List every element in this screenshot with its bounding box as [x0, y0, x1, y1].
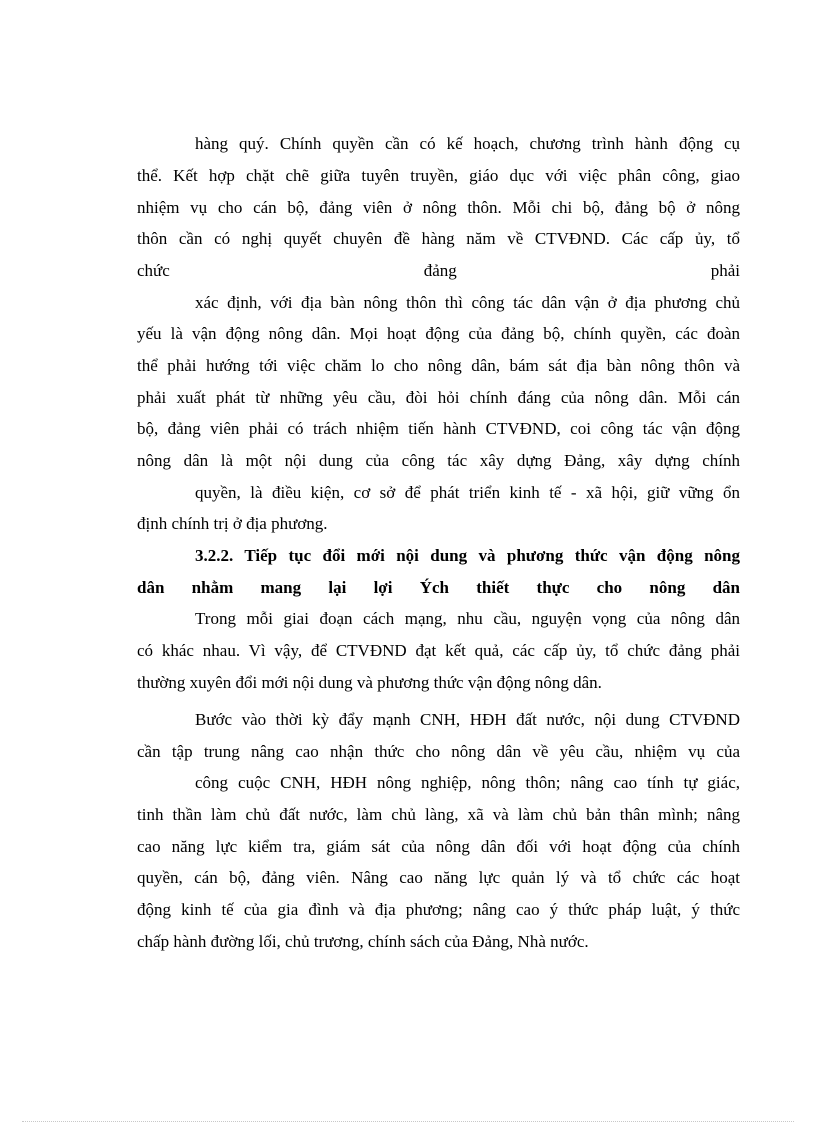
section-heading-line: dân nhằm mang lại lợi Ých thiết thực cho nông dân [137, 578, 740, 597]
text-line: cần tập trung nâng cao nhận thức cho nông dân về yêu cầu, nhiệm vụ của [137, 742, 740, 761]
text-line: yếu là vận động nông dân. Mọi hoạt động của đảng bộ, chính quyền, các đoàn [137, 324, 740, 343]
text-line: phải xuất phát từ những yêu cầu, đòi hỏi chính đáng của nông dân. Mỗi cán [137, 388, 740, 407]
section-heading-line: 3.2.2. Tiếp tục đổi mới nội dung và phương thức vận động nông [195, 546, 740, 565]
text-line: thôn cần có nghị quyết chuyên đề hàng năm về CTVĐND. Các cấp ủy, tổ [137, 229, 740, 248]
text-line: xác định, với địa bàn nông thôn thì công tác dân vận ở địa phương chủ [195, 293, 740, 312]
text-line: nông dân là một nội dung của công tác xây dựng Đảng, xây dựng chính [137, 451, 740, 470]
text-line: công cuộc CNH, HĐH nông nghiệp, nông thôn; nâng cao tính tự giác, [195, 773, 740, 792]
text-line: thường xuyên đổi mới nội dung và phương thức vận động nông dân. [137, 673, 602, 692]
text-line: quyền, cán bộ, đảng viên. Nâng cao năng lực quản lý và tổ chức các hoạt [137, 868, 740, 887]
text-line: thể. Kết hợp chặt chẽ giữa tuyên truyền, giáo dục với việc phân công, giao [137, 166, 740, 185]
text-line: quyền, là điều kiện, cơ sở để phát triển kinh tế - xã hội, giữ vững ổn [195, 483, 740, 502]
text-line: định chính trị ở địa phương. [137, 514, 328, 533]
text-line-spread [137, 261, 740, 281]
text-line: bộ, đảng viên phải có trách nhiệm tiến hành CTVĐND, coi công tác vận động [137, 419, 740, 438]
text-line: Bước vào thời kỳ đẩy mạnh CNH, HĐH đất nước, nội dung CTVĐND [195, 710, 740, 729]
page-bottom-divider [22, 1121, 794, 1122]
text-line: Trong mỗi giai đoạn cách mạng, nhu cầu, nguyện vọng của nông dân [195, 609, 740, 628]
text-line: tinh thần làm chủ đất nước, làm chủ làng, xã và làm chủ bản thân mình; nâng [137, 805, 740, 824]
text-line: chấp hành đường lối, chủ trương, chính sách của Đảng, Nhà nước. [137, 932, 589, 951]
text-line-spread-content: chức đảng phải [137, 261, 740, 280]
text-line: hàng quý. Chính quyền cần có kế hoạch, chương trình hành động cụ [195, 134, 740, 153]
text-line: có khác nhau. Vì vậy, để CTVĐND đạt kết quả, các cấp ủy, tổ chức đảng phải [137, 641, 740, 660]
text-line: động kinh tế của gia đình và địa phương; nâng cao ý thức pháp luật, ý thức [137, 900, 740, 919]
text-line: cao năng lực kiểm tra, giám sát của nông dân đối với hoạt động của chính [137, 837, 740, 856]
text-line: thể phải hướng tới việc chăm lo cho nông dân, bám sát địa bàn nông thôn và [137, 356, 740, 375]
text-line: nhiệm vụ cho cán bộ, đảng viên ở nông thôn. Mỗi chi bộ, đảng bộ ở nông [137, 198, 740, 217]
